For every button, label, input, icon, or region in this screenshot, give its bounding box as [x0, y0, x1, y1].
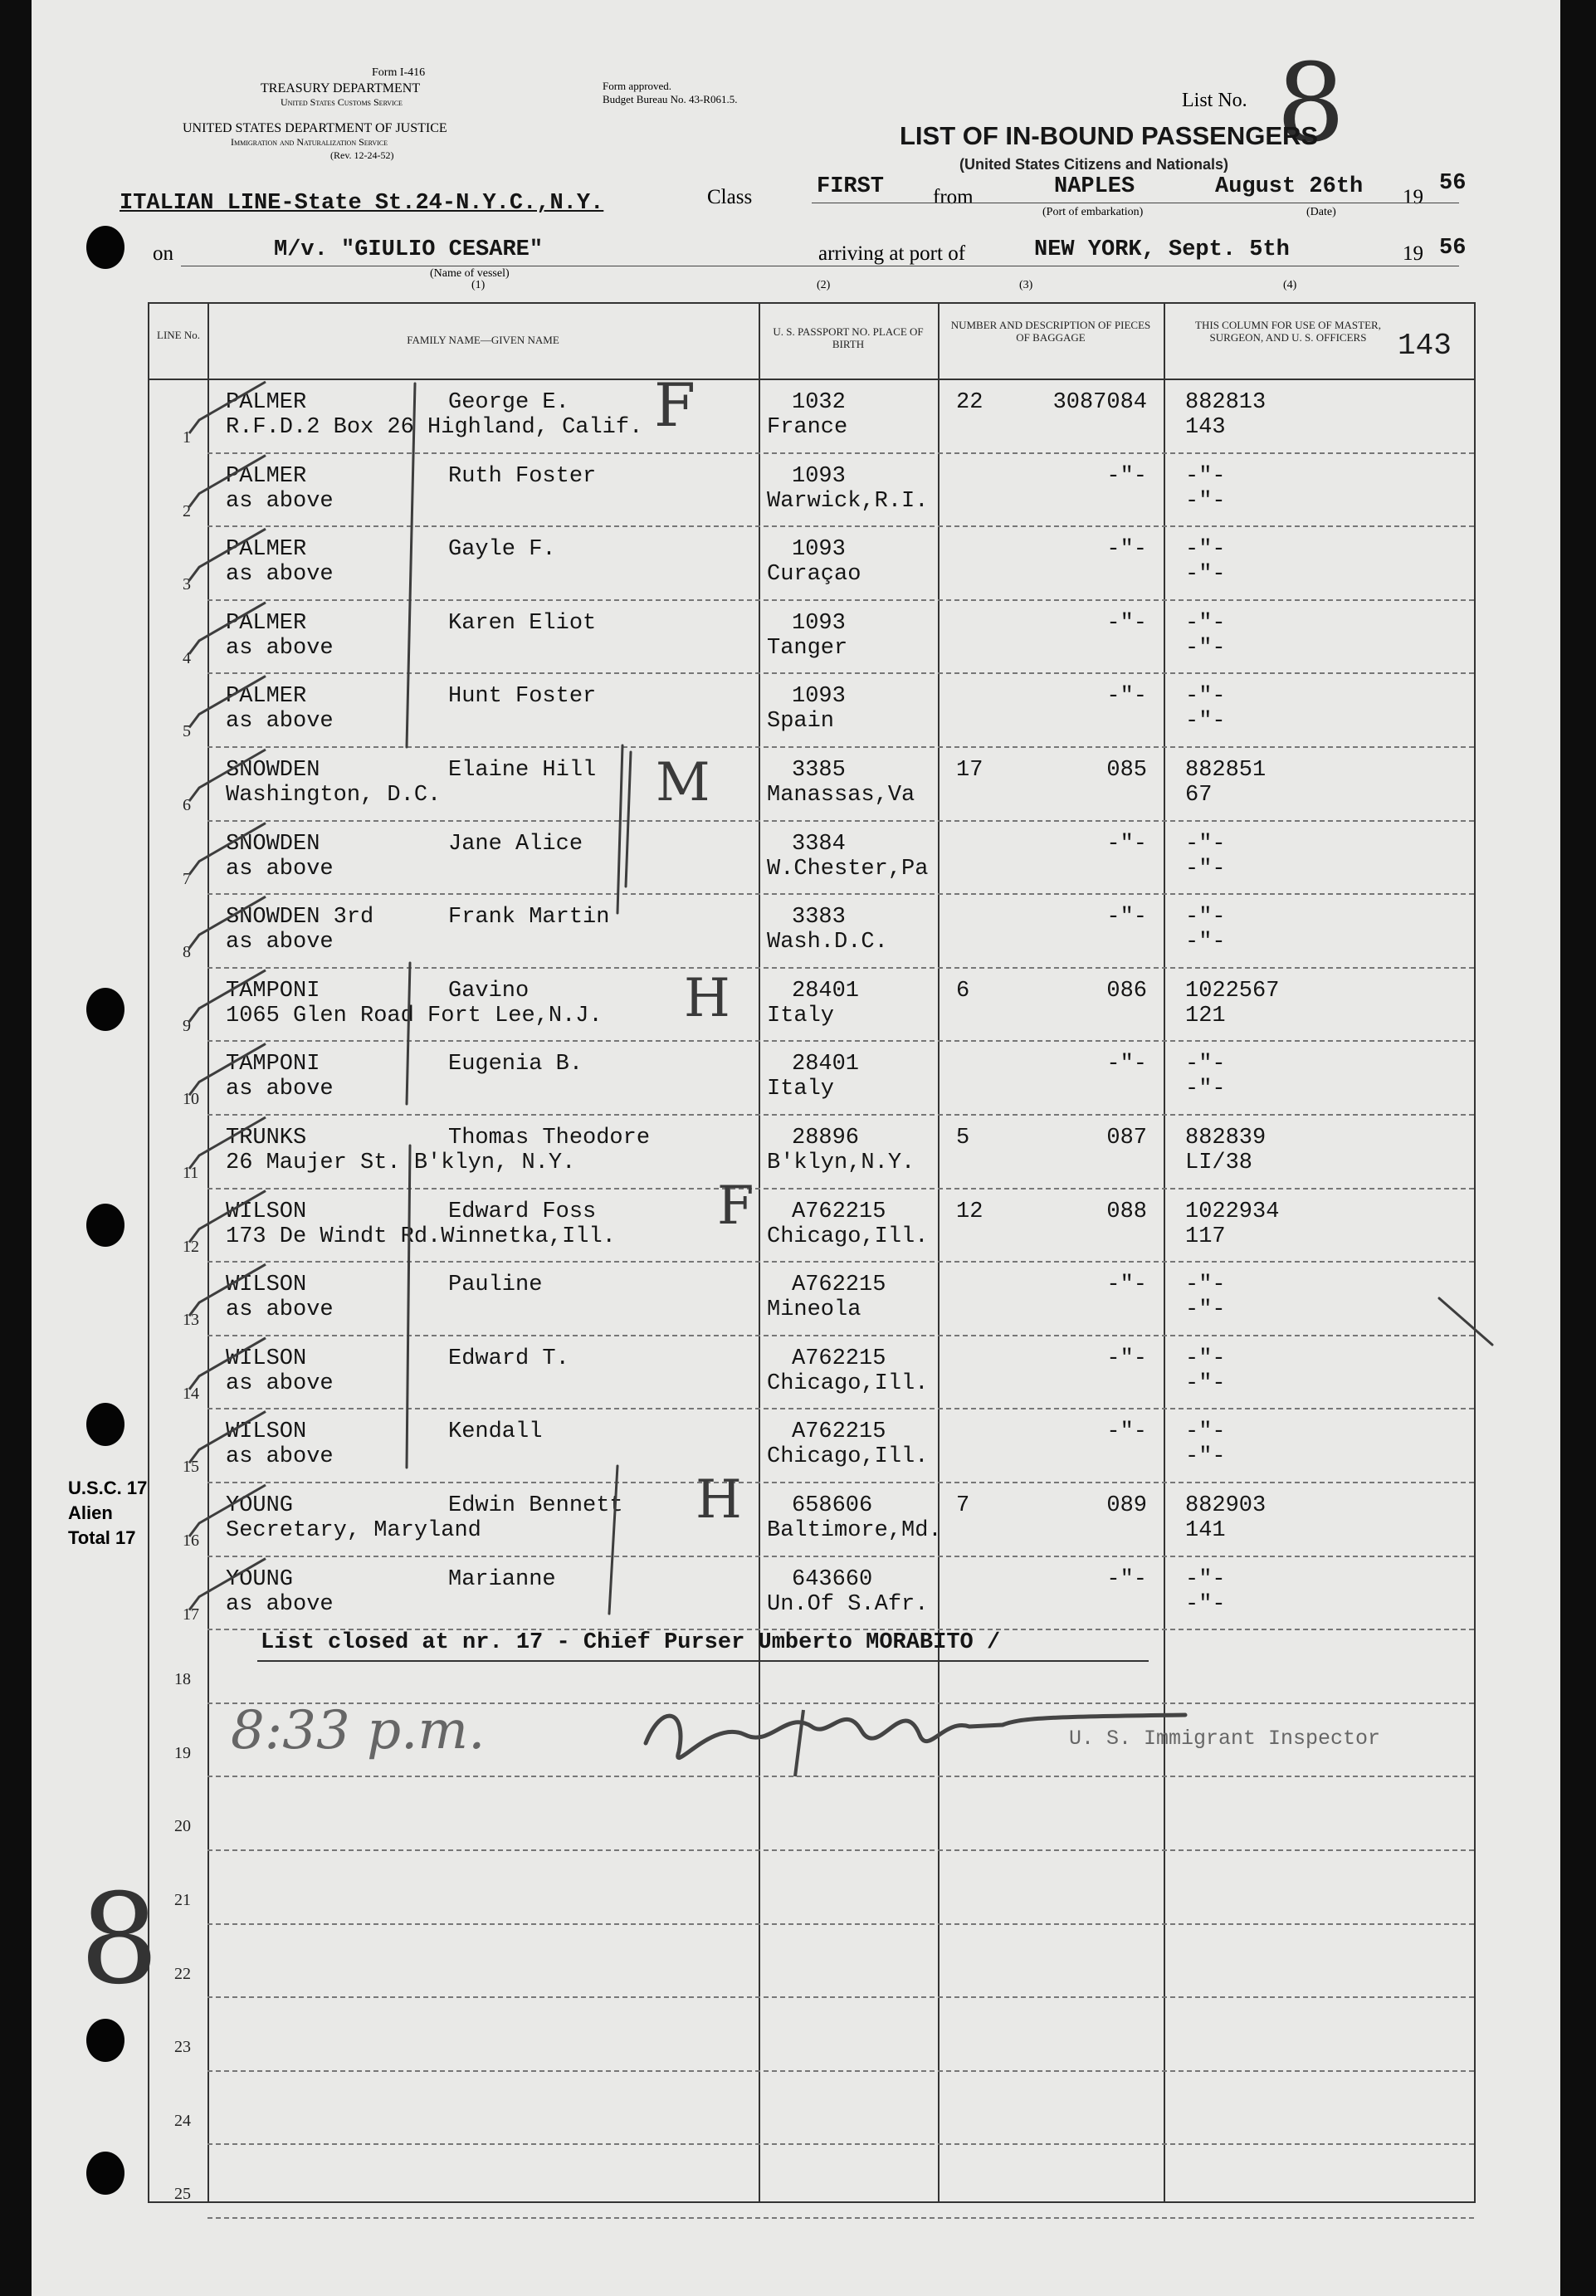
line-number: 4 — [183, 648, 191, 667]
address: 1065 Glen Road Fort Lee,N.J. — [226, 1003, 603, 1028]
shipping-company: ITALIAN LINE-State St.24-N.Y.C.,N.Y. — [120, 191, 604, 216]
line-number: 7 — [183, 869, 191, 888]
passport-number: 1093 — [792, 537, 846, 563]
passport-number: 1093 — [792, 610, 846, 636]
line-number: 15 — [183, 1458, 199, 1477]
given-name: Frank Martin — [448, 905, 610, 931]
handwritten-time: 8:33 p.m. — [231, 1700, 486, 1761]
hand-mark-row6: M — [656, 752, 710, 813]
officer-entry-1: 882839 — [1185, 1126, 1267, 1150]
passport-number: 28401 — [792, 1052, 860, 1077]
family-name: SNOWDEN — [226, 831, 320, 857]
place-of-birth: W.Chester,Pa — [767, 856, 929, 882]
baggage-tag: 089 — [1106, 1493, 1147, 1518]
baggage-tag: -"- — [1106, 1419, 1147, 1445]
officer-entry-1: -"- — [1185, 537, 1226, 563]
header-line-no: LINE No. — [157, 329, 200, 341]
officer-entry-1: -"- — [1185, 684, 1226, 710]
line-number: 23 — [174, 2038, 191, 2057]
family-name: PALMER — [226, 537, 307, 563]
officer-entry-1: 882813 — [1185, 390, 1267, 415]
address: as above — [226, 1077, 334, 1102]
family-name: TAMPONI — [226, 978, 320, 1004]
baggage-tag: 086 — [1106, 978, 1147, 1004]
port-caption: (Port of embarkation) — [1042, 206, 1144, 218]
baggage-pieces: 6 — [956, 978, 970, 1004]
officer-entry-2: -"- — [1185, 709, 1226, 735]
baggage-tag: -"- — [1106, 463, 1147, 489]
officer-entry-2: 67 — [1185, 783, 1213, 808]
address: as above — [226, 709, 334, 735]
baggage-tag: 088 — [1106, 1199, 1147, 1224]
given-name: George E. — [448, 390, 569, 415]
officer-entry-2: 117 — [1185, 1224, 1226, 1249]
from-label: from — [933, 186, 974, 208]
place-of-birth: Curaçao — [767, 562, 861, 588]
line-number: 16 — [183, 1531, 199, 1550]
margin-total: Total 17 — [68, 1527, 136, 1548]
form-subtitle: (United States Citizens and Nationals) — [959, 156, 1229, 173]
officer-entry-1: -"- — [1185, 1346, 1226, 1371]
officer-entry-2: -"- — [1185, 1077, 1226, 1102]
address: Secretary, Maryland — [226, 1518, 481, 1543]
place-of-birth: Spain — [767, 709, 835, 735]
passport-number: 1093 — [792, 463, 846, 489]
line-number: 3 — [183, 575, 191, 594]
officer-entry-2: -"- — [1185, 562, 1226, 588]
inspector-label: U. S. Immigrant Inspector — [1069, 1727, 1381, 1751]
address: as above — [226, 1370, 334, 1396]
officer-entry-1: 882851 — [1185, 758, 1267, 783]
passport-number: 28896 — [792, 1126, 860, 1150]
passport-number: 3385 — [792, 758, 846, 783]
family-name: PALMER — [226, 610, 307, 636]
place-of-birth: Italy — [767, 1003, 835, 1028]
family-name: SNOWDEN 3rd — [226, 905, 374, 931]
officer-entry-2: -"- — [1185, 856, 1226, 882]
given-name: Edward T. — [448, 1346, 569, 1371]
given-name: Thomas Theodore — [448, 1126, 651, 1150]
passport-number: 658606 — [792, 1493, 873, 1518]
officer-entry-1: 1022934 — [1185, 1199, 1280, 1224]
family-name: SNOWDEN — [226, 758, 320, 783]
baggage-tag: -"- — [1106, 610, 1147, 636]
baggage-tag: 087 — [1106, 1126, 1147, 1150]
officer-entry-2: -"- — [1185, 1591, 1226, 1617]
given-name: Elaine Hill — [448, 758, 597, 783]
baggage-tag: 085 — [1106, 758, 1147, 783]
line-number: 9 — [183, 1016, 191, 1035]
line-number: 17 — [183, 1605, 199, 1624]
col-number-1: (1) — [471, 279, 486, 291]
line-number: 18 — [174, 1670, 191, 1689]
line-number: 24 — [174, 2111, 191, 2130]
officer-entry-1: -"- — [1185, 905, 1226, 931]
officer-entry-1: 1022567 — [1185, 978, 1280, 1004]
family-name: PALMER — [226, 684, 307, 710]
budget-bureau: Budget Bureau No. 43-R061.5. — [603, 93, 738, 105]
col-number-3: (3) — [1019, 279, 1033, 291]
place-of-birth: Mineola — [767, 1297, 861, 1323]
on-label: on — [153, 242, 173, 265]
officer-entry-2: -"- — [1185, 1370, 1226, 1396]
family-name: WILSON — [226, 1273, 307, 1298]
place-of-birth: Un.Of S.Afr. — [767, 1591, 929, 1617]
hand-mark-row16: H — [696, 1469, 742, 1531]
header-officers: THIS COLUMN FOR USE OF MASTER, SURGEON, AND U. S. OFFICERS — [1195, 319, 1381, 344]
address: as above — [226, 1297, 334, 1323]
place-of-birth: Manassas,Va — [767, 783, 915, 808]
family-name: PALMER — [226, 390, 307, 415]
line-number: 19 — [174, 1743, 191, 1762]
line-number: 25 — [174, 2185, 191, 2204]
passport-number: 643660 — [792, 1566, 873, 1592]
officer-entry-1: -"- — [1185, 463, 1226, 489]
address: 173 De Windt Rd.Winnetka,Ill. — [226, 1224, 616, 1249]
passport-number: 28401 — [792, 978, 860, 1004]
line-number: 10 — [183, 1090, 199, 1109]
given-name: Eugenia B. — [448, 1052, 583, 1077]
date-caption: (Date) — [1306, 206, 1336, 218]
address: R.F.D.2 Box 26 Highland, Calif. — [226, 415, 643, 440]
year-prefix-1: 19 — [1403, 186, 1423, 208]
place-of-birth: Chicago,Ill. — [767, 1444, 929, 1470]
hand-mark-row9: H — [684, 968, 730, 1029]
given-name: Marianne — [448, 1566, 556, 1592]
embarkation-date: August 26th — [1215, 174, 1364, 199]
place-of-birth: B'klyn,N.Y. — [767, 1150, 915, 1175]
line-number: 6 — [183, 796, 191, 814]
officer-entry-2: 121 — [1185, 1003, 1226, 1028]
line-number: 21 — [174, 1891, 191, 1909]
officer-entry-1: -"- — [1185, 610, 1226, 636]
address: as above — [226, 856, 334, 882]
form-title: LIST OF IN-BOUND PASSENGERS — [900, 121, 1319, 150]
officer-entry-2: -"- — [1185, 1444, 1226, 1470]
address: as above — [226, 635, 334, 661]
arrival-port-date: NEW YORK, Sept. 5th — [1034, 237, 1290, 262]
customs-service: United States Customs Service — [281, 96, 403, 108]
baggage-pieces: 7 — [956, 1493, 970, 1518]
given-name: Gayle F. — [448, 537, 556, 563]
given-name: Edward Foss — [448, 1199, 597, 1224]
given-name: Karen Eliot — [448, 610, 597, 636]
passport-number: 3384 — [792, 831, 846, 857]
year-2: 56 — [1439, 236, 1467, 261]
family-name: YOUNG — [226, 1566, 294, 1592]
place-of-birth: Chicago,Ill. — [767, 1370, 929, 1396]
header-passport: U. S. PASSPORT NO. PLACE OF BIRTH — [773, 325, 924, 350]
family-name: YOUNG — [226, 1493, 294, 1518]
line-number: 2 — [183, 501, 191, 520]
baggage-tag: -"- — [1106, 831, 1147, 857]
margin-usc: U.S.C. 17 — [68, 1478, 148, 1498]
form-number: Form I-416 — [372, 66, 426, 79]
officer-entry-2: -"- — [1185, 930, 1226, 955]
vessel-caption: (Name of vessel) — [430, 267, 510, 280]
place-of-birth: Baltimore,Md. — [767, 1518, 942, 1543]
address: as above — [226, 562, 334, 588]
address: Washington, D.C. — [226, 783, 442, 808]
given-name: Ruth Foster — [448, 463, 597, 489]
corner-note: 143 — [1398, 329, 1452, 363]
address: as above — [226, 930, 334, 955]
header-baggage: NUMBER AND DESCRIPTION OF PIECES OF BAGGAGE — [950, 319, 1151, 344]
officer-entry-1: -"- — [1185, 831, 1226, 857]
family-name: TAMPONI — [226, 1052, 320, 1077]
baggage-tag: -"- — [1106, 1273, 1147, 1298]
list-closed-note: List closed at nr. 17 - Chief Purser Umberto MORABITO / — [261, 1630, 1001, 1655]
line-number: 20 — [174, 1817, 191, 1836]
list-no-label: List No. — [1182, 90, 1247, 111]
passport-number: 1032 — [792, 390, 846, 415]
line-number: 22 — [174, 1964, 191, 1983]
baggage-pieces: 17 — [956, 758, 983, 783]
address: as above — [226, 488, 334, 514]
pen-marks — [32, 0, 1560, 2296]
hand-mark-row1: F — [654, 370, 696, 440]
given-name: Jane Alice — [448, 831, 583, 857]
line-number: 12 — [183, 1237, 199, 1256]
address: as above — [226, 1591, 334, 1617]
manifest-page — [32, 0, 1560, 2296]
treasury-dept: TREASURY DEPARTMENT — [261, 81, 421, 95]
officer-entry-1: -"- — [1185, 1052, 1226, 1077]
line-number: 1 — [183, 428, 191, 447]
baggage-tag: -"- — [1106, 1566, 1147, 1592]
line-number: 14 — [183, 1384, 199, 1403]
baggage-tag: -"- — [1106, 537, 1147, 563]
ins-service: Immigration and Naturalization Service — [231, 136, 388, 148]
col-number-2: (2) — [817, 279, 831, 291]
family-name: WILSON — [226, 1419, 307, 1445]
year-1: 56 — [1439, 171, 1467, 196]
line-number: 8 — [183, 943, 191, 962]
passport-number: A762215 — [792, 1273, 886, 1298]
given-name: Kendall — [448, 1419, 543, 1445]
baggage-pieces: 12 — [956, 1199, 983, 1224]
family-name: PALMER — [226, 463, 307, 489]
officer-entry-2: -"- — [1185, 488, 1226, 514]
margin-list-mark: 8 — [80, 1868, 159, 2012]
margin-alien: Alien — [68, 1502, 113, 1523]
baggage-tag: -"- — [1106, 1346, 1147, 1371]
place-of-birth: Chicago,Ill. — [767, 1224, 929, 1249]
given-name: Hunt Foster — [448, 684, 597, 710]
passport-number: A762215 — [792, 1419, 886, 1445]
revision: (Rev. 12-24-52) — [330, 149, 394, 161]
family-name: WILSON — [226, 1346, 307, 1371]
family-name: TRUNKS — [226, 1126, 307, 1150]
place-of-birth: Warwick,R.I. — [767, 488, 929, 514]
line-number: 11 — [183, 1164, 199, 1182]
form-approved: Form approved. — [603, 80, 672, 92]
baggage-tag: 3087084 — [1052, 390, 1147, 415]
officer-entry-2: 141 — [1185, 1518, 1226, 1543]
address: as above — [226, 1444, 334, 1470]
line-number: 13 — [183, 1311, 199, 1330]
col-number-4: (4) — [1283, 279, 1297, 291]
officer-entry-2: 143 — [1185, 415, 1226, 440]
year-prefix-2: 19 — [1403, 242, 1423, 265]
line-number: 5 — [183, 722, 191, 741]
officer-entry-1: -"- — [1185, 1419, 1226, 1445]
passport-number: A762215 — [792, 1346, 886, 1371]
baggage-pieces: 5 — [956, 1126, 970, 1150]
address: 26 Maujer St. B'klyn, N.Y. — [226, 1150, 576, 1175]
port-of-embarkation: NAPLES — [1054, 174, 1135, 199]
vessel-name: M/v. "GIULIO CESARE" — [274, 237, 544, 262]
header-name: FAMILY NAME—GIVEN NAME — [407, 334, 559, 346]
arriving-label: arriving at port of — [818, 242, 966, 265]
baggage-tag: -"- — [1106, 905, 1147, 931]
place-of-birth: France — [767, 415, 848, 440]
baggage-tag: -"- — [1106, 1052, 1147, 1077]
hand-mark-row12: F — [717, 1175, 754, 1237]
officer-entry-2: -"- — [1185, 635, 1226, 661]
officer-entry-1: -"- — [1185, 1273, 1226, 1298]
given-name: Pauline — [448, 1273, 543, 1298]
class-value: FIRST — [817, 174, 885, 199]
officer-entry-2: LI/38 — [1185, 1150, 1253, 1175]
place-of-birth: Italy — [767, 1077, 835, 1102]
family-name: WILSON — [226, 1199, 307, 1224]
given-name: Gavino — [448, 978, 530, 1004]
officer-entry-1: -"- — [1185, 1566, 1226, 1592]
justice-dept: UNITED STATES DEPARTMENT OF JUSTICE — [183, 121, 447, 135]
officer-entry-2: -"- — [1185, 1297, 1226, 1323]
passport-number: 1093 — [792, 684, 846, 710]
passport-number: 3383 — [792, 905, 846, 931]
baggage-pieces: 22 — [956, 390, 983, 415]
given-name: Edwin Bennett — [448, 1493, 623, 1518]
officer-entry-1: 882903 — [1185, 1493, 1267, 1518]
list-number: 8 — [1276, 40, 1345, 166]
place-of-birth: Tanger — [767, 635, 848, 661]
baggage-tag: -"- — [1106, 684, 1147, 710]
place-of-birth: Wash.D.C. — [767, 930, 888, 955]
class-label: Class — [707, 186, 753, 208]
passport-number: A762215 — [792, 1199, 886, 1224]
